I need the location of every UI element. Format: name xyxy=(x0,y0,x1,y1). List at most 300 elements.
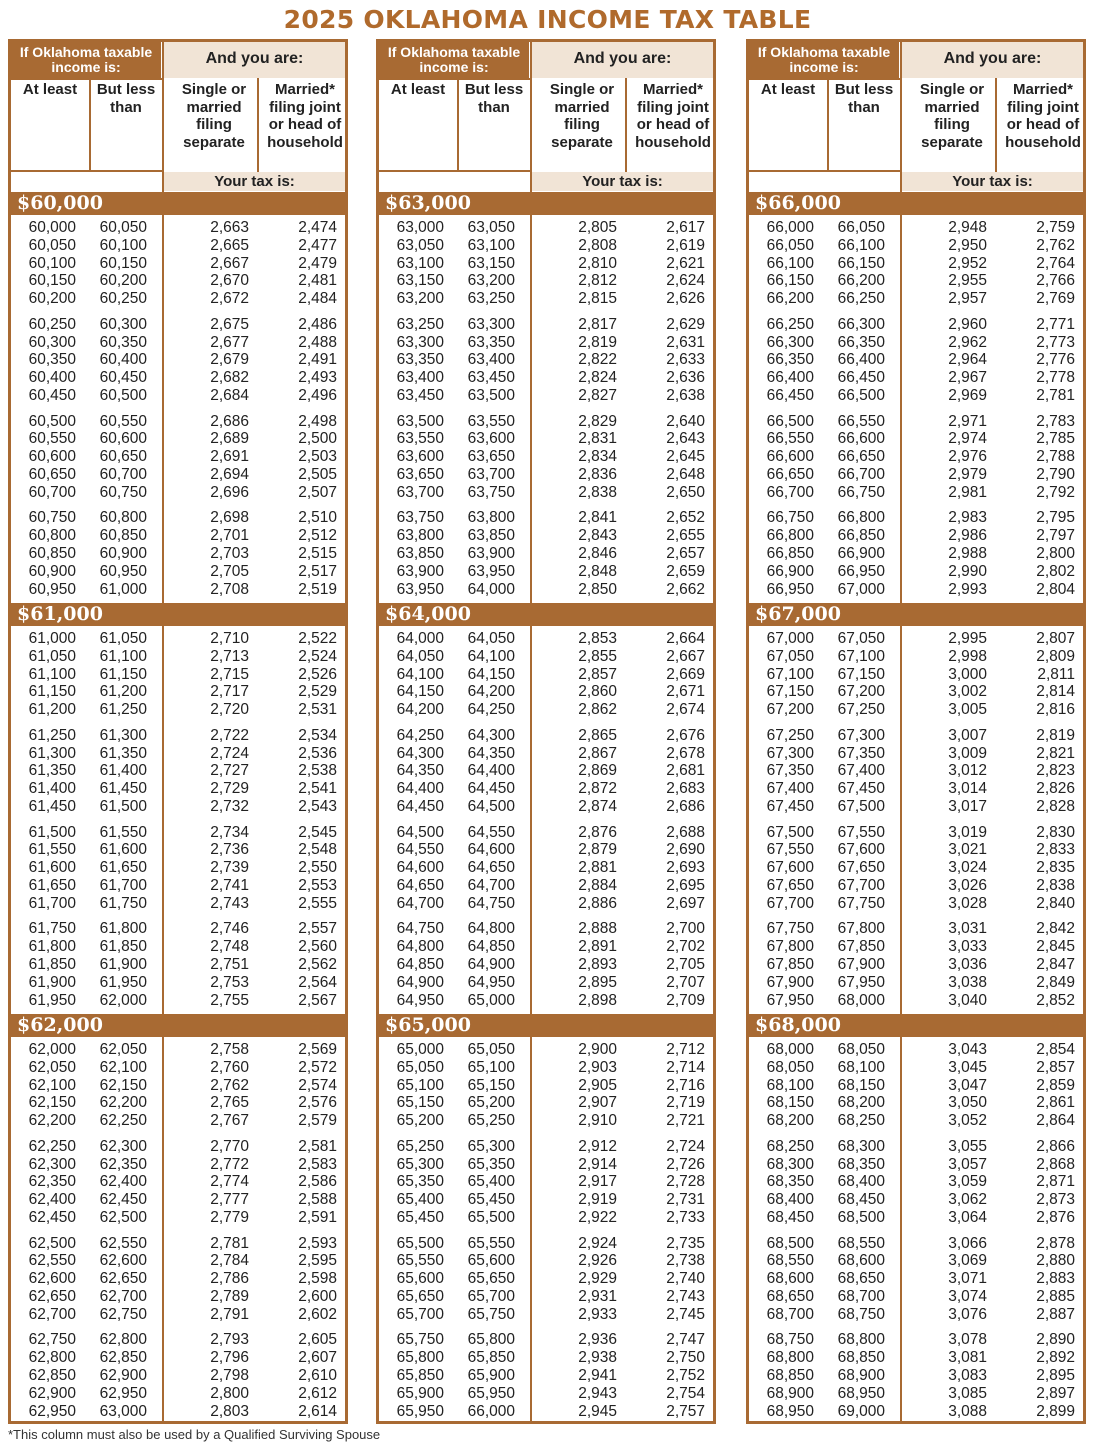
single-tax-value: 2,948 xyxy=(948,219,987,236)
income-range-header: If Oklahoma taxable income is: xyxy=(749,42,899,78)
single-tax-value: 2,672 xyxy=(210,290,249,308)
at-least-value: 65,550 xyxy=(396,1252,444,1270)
but-less-than-value: 65,500 xyxy=(467,1209,515,1226)
married-tax-value: 2,538 xyxy=(298,762,337,780)
but-less-than-value: 63,250 xyxy=(467,290,515,308)
page-title: 2025 OKLAHOMA INCOME TAX TABLE xyxy=(283,5,812,34)
married-tax-value: 2,719 xyxy=(666,1094,705,1112)
single-tax-value: 2,670 xyxy=(210,272,249,290)
at-least-value: 64,550 xyxy=(396,841,444,859)
but-less-than-value: 61,650 xyxy=(99,859,147,877)
married-tax-value: 2,811 xyxy=(1037,665,1075,683)
but-less-than-value: 61,900 xyxy=(99,956,147,973)
married-tax-value: 2,714 xyxy=(666,1058,705,1076)
married-tax-value: 2,588 xyxy=(298,1191,337,1209)
at-least-value: 63,300 xyxy=(396,333,444,351)
table-row xyxy=(749,484,1083,502)
table-row xyxy=(379,1138,713,1156)
table-row xyxy=(11,316,345,334)
single-tax-value: 2,810 xyxy=(578,254,617,272)
table-row xyxy=(749,877,1083,895)
table-row xyxy=(11,334,345,352)
table-row xyxy=(379,1367,713,1385)
at-least-value: 61,250 xyxy=(28,726,76,744)
married-tax-value: 2,671 xyxy=(666,683,705,701)
but-less-than-value: 67,200 xyxy=(837,683,885,701)
at-least-value: 62,350 xyxy=(28,1173,76,1191)
at-least-value: 61,800 xyxy=(28,938,76,956)
at-least-value: 65,050 xyxy=(396,1058,444,1076)
single-tax-value: 2,803 xyxy=(210,1402,249,1420)
table-row xyxy=(11,1041,345,1059)
at-least-value: 61,950 xyxy=(28,991,76,1009)
but-less-than-value: 62,200 xyxy=(99,1094,147,1112)
single-tax-value: 2,900 xyxy=(578,1041,617,1058)
at-least-value: 66,450 xyxy=(766,387,814,404)
at-least-value: 64,000 xyxy=(396,630,444,647)
but-less-than-value: 63,650 xyxy=(467,448,515,466)
income-range-header: If Oklahoma taxable income is: xyxy=(379,42,529,78)
at-least-value: 62,700 xyxy=(28,1305,76,1323)
single-tax-value: 2,860 xyxy=(578,683,617,701)
table-row xyxy=(379,334,713,352)
single-tax-value: 2,770 xyxy=(210,1137,249,1155)
single-tax-value: 2,986 xyxy=(948,527,987,545)
at-least-value: 60,750 xyxy=(28,509,76,527)
at-least-value: 64,400 xyxy=(396,780,444,798)
married-tax-value: 2,512 xyxy=(298,527,337,545)
table-row xyxy=(11,527,345,545)
at-least-value: 61,700 xyxy=(28,894,76,912)
table-row xyxy=(749,1112,1083,1130)
single-tax-value: 2,888 xyxy=(578,920,617,938)
at-least-value: 62,650 xyxy=(28,1288,76,1305)
married-tax-value: 2,517 xyxy=(298,562,337,580)
at-least-value: 65,800 xyxy=(396,1349,444,1367)
but-less-than-value: 68,700 xyxy=(837,1288,885,1305)
but-less-than-value: 62,900 xyxy=(99,1367,147,1384)
tax-table-column xyxy=(746,39,1086,1424)
at-least-value: 62,550 xyxy=(28,1252,76,1270)
at-least-value: 68,250 xyxy=(766,1137,814,1155)
single-tax-value: 2,905 xyxy=(578,1076,617,1094)
but-less-than-value: 66,050 xyxy=(837,219,885,236)
at-least-value: 65,500 xyxy=(396,1234,444,1252)
married-tax-value: 2,574 xyxy=(298,1076,337,1094)
at-least-value: 60,550 xyxy=(28,430,76,448)
table-row xyxy=(749,448,1083,466)
married-tax-value: 2,515 xyxy=(298,545,337,562)
at-least-value: 67,150 xyxy=(766,683,814,701)
table-row xyxy=(379,1077,713,1095)
married-tax-value: 2,781 xyxy=(1036,387,1075,404)
at-least-value: 65,650 xyxy=(396,1288,444,1305)
single-tax-value: 3,005 xyxy=(948,701,987,719)
single-tax-value: 2,827 xyxy=(578,387,617,404)
single-tax-value: 2,998 xyxy=(948,647,987,665)
single-tax-value: 3,009 xyxy=(948,744,987,762)
but-less-than-value: 60,700 xyxy=(99,466,147,483)
single-tax-value: 3,031 xyxy=(948,920,987,938)
single-tax-value: 3,012 xyxy=(948,762,987,780)
but-less-than-value: 63,800 xyxy=(467,509,515,527)
table-row xyxy=(379,255,713,273)
but-less-than-value: 66,450 xyxy=(837,369,885,387)
but-less-than-value: 68,500 xyxy=(837,1209,885,1226)
at-least-value: 68,900 xyxy=(766,1384,814,1402)
single-tax-value: 2,969 xyxy=(948,387,987,404)
table-row xyxy=(749,1077,1083,1095)
single-tax-value: 2,910 xyxy=(578,1112,617,1130)
at-least-value: 64,750 xyxy=(396,920,444,938)
at-least-value: 60,650 xyxy=(28,466,76,483)
but-less-than-value: 65,900 xyxy=(467,1367,515,1384)
but-less-than-value: 66,350 xyxy=(837,333,885,351)
married-tax-value: 2,809 xyxy=(1036,647,1075,665)
single-tax-value: 3,081 xyxy=(948,1349,987,1367)
at-least-value: 64,150 xyxy=(396,683,444,701)
table-row xyxy=(379,841,713,859)
table-row xyxy=(11,1112,345,1130)
single-tax-value: 2,729 xyxy=(210,780,249,798)
table-row xyxy=(11,1191,345,1209)
but-less-than-value: 66,650 xyxy=(837,448,885,466)
but-less-than-value: 61,100 xyxy=(99,647,147,665)
single-tax-value: 3,040 xyxy=(948,991,987,1009)
at-least-value: 63,150 xyxy=(396,272,444,290)
divider xyxy=(11,170,162,172)
single-tax-value: 2,686 xyxy=(210,412,249,430)
married-tax-value: 2,854 xyxy=(1036,1041,1075,1058)
table-row xyxy=(11,1173,345,1191)
table-row xyxy=(749,859,1083,877)
married-tax-value: 2,887 xyxy=(1036,1305,1075,1323)
single-tax-value: 2,765 xyxy=(210,1094,249,1112)
table-row xyxy=(379,387,713,405)
but-less-than-value: 67,800 xyxy=(837,920,885,938)
married-tax-value: 2,821 xyxy=(1036,744,1075,762)
table-row xyxy=(11,648,345,666)
but-less-than-value: 67,500 xyxy=(837,798,885,815)
income-band-label: $65,000 xyxy=(379,1014,713,1037)
table-row xyxy=(11,563,345,581)
single-header: Single or married filing separate xyxy=(181,81,247,151)
married-tax-value: 2,541 xyxy=(298,780,337,798)
table-row xyxy=(11,369,345,387)
single-tax-value: 2,684 xyxy=(210,387,249,404)
single-tax-value: 3,024 xyxy=(948,859,987,877)
single-tax-value: 2,762 xyxy=(210,1076,249,1094)
married-tax-value: 2,503 xyxy=(298,448,337,466)
but-less-than-value: 66,100 xyxy=(837,236,885,254)
at-least-value: 65,000 xyxy=(396,1041,444,1058)
table-row xyxy=(749,509,1083,527)
single-tax-value: 2,926 xyxy=(578,1252,617,1270)
table-row xyxy=(11,1403,345,1421)
at-least-value: 62,200 xyxy=(28,1112,76,1130)
but-less-than-value: 65,750 xyxy=(467,1305,515,1323)
single-tax-value: 2,976 xyxy=(948,448,987,466)
but-less-than-value: 60,250 xyxy=(99,290,147,308)
but-less-than-value: 64,050 xyxy=(467,630,515,647)
but-less-than-value: 64,350 xyxy=(467,744,515,762)
married-tax-value: 2,491 xyxy=(298,351,337,369)
but-less-than-value: 68,050 xyxy=(837,1041,885,1058)
but-less-than-value: 65,800 xyxy=(467,1331,515,1349)
but-less-than-value: 64,150 xyxy=(467,665,515,683)
divider xyxy=(749,78,900,80)
at-least-header: At least xyxy=(22,81,78,98)
at-least-value: 62,800 xyxy=(28,1349,76,1367)
table-row xyxy=(379,1209,713,1227)
single-tax-value: 3,047 xyxy=(948,1076,987,1094)
at-least-value: 63,200 xyxy=(396,290,444,308)
but-less-than-value: 65,850 xyxy=(467,1349,515,1367)
married-tax-value: 2,790 xyxy=(1036,466,1075,483)
table-row xyxy=(379,974,713,992)
but-less-than-value: 64,900 xyxy=(467,956,515,973)
table-row xyxy=(11,545,345,563)
table-row xyxy=(11,895,345,913)
married-tax-value: 2,769 xyxy=(1036,290,1075,308)
table-row xyxy=(11,780,345,798)
but-less-than-value: 68,250 xyxy=(837,1112,885,1130)
married-tax-value: 2,842 xyxy=(1036,920,1075,938)
at-least-value: 61,150 xyxy=(28,683,76,701)
married-tax-value: 2,747 xyxy=(666,1331,705,1349)
married-tax-value: 2,792 xyxy=(1036,483,1075,501)
but-less-than-value: 64,450 xyxy=(467,780,515,798)
but-less-than-value: 66,600 xyxy=(837,430,885,448)
single-tax-value: 2,938 xyxy=(578,1349,617,1367)
single-tax-value: 2,988 xyxy=(948,545,987,562)
but-less-than-value: 60,800 xyxy=(99,509,147,527)
single-tax-value: 2,917 xyxy=(578,1173,617,1191)
single-tax-value: 2,713 xyxy=(210,647,249,665)
but-less-than-value: 63,200 xyxy=(467,272,515,290)
single-tax-value: 2,665 xyxy=(210,236,249,254)
but-less-than-value: 67,450 xyxy=(837,780,885,798)
but-less-than-value: 60,150 xyxy=(99,254,147,272)
divider xyxy=(625,78,627,172)
single-tax-value: 2,964 xyxy=(948,351,987,369)
married-tax-value: 2,678 xyxy=(666,744,705,762)
at-least-value: 67,650 xyxy=(766,877,814,894)
married-tax-value: 2,621 xyxy=(666,254,705,272)
single-tax-value: 2,767 xyxy=(210,1112,249,1130)
but-less-than-value: 61,850 xyxy=(99,938,147,956)
single-tax-value: 3,043 xyxy=(948,1041,987,1058)
single-tax-value: 2,891 xyxy=(578,938,617,956)
married-tax-value: 2,581 xyxy=(298,1137,337,1155)
single-tax-value: 2,957 xyxy=(948,290,987,308)
married-tax-value: 2,524 xyxy=(298,647,337,665)
at-least-value: 67,850 xyxy=(766,956,814,973)
but-less-than-value: 60,200 xyxy=(99,272,147,290)
at-least-value: 68,050 xyxy=(766,1058,814,1076)
but-less-than-value: 66,900 xyxy=(837,545,885,562)
table-row xyxy=(11,727,345,745)
but-less-than-value: 64,500 xyxy=(467,798,515,815)
but-less-than-value: 67,650 xyxy=(837,859,885,877)
single-header: Single or married filing separate xyxy=(549,81,615,151)
but-less-than-value: 62,850 xyxy=(99,1349,147,1367)
table-row xyxy=(11,1156,345,1174)
married-tax-value: 2,659 xyxy=(666,562,705,580)
at-least-value: 60,850 xyxy=(28,545,76,562)
married-tax-value: 2,602 xyxy=(298,1305,337,1323)
married-tax-value: 2,783 xyxy=(1036,412,1075,430)
at-least-value: 66,400 xyxy=(766,369,814,387)
married-tax-value: 2,847 xyxy=(1036,956,1075,973)
but-less-than-value: 61,500 xyxy=(99,798,147,815)
table-row xyxy=(379,859,713,877)
but-less-than-value: 65,450 xyxy=(467,1191,515,1209)
single-tax-value: 3,038 xyxy=(948,973,987,991)
married-tax-value: 2,583 xyxy=(298,1155,337,1173)
table-row xyxy=(379,727,713,745)
single-tax-value: 2,736 xyxy=(210,841,249,859)
married-tax-value: 2,835 xyxy=(1036,859,1075,877)
but-less-than-value: 68,800 xyxy=(837,1331,885,1349)
at-least-value: 67,600 xyxy=(766,859,814,877)
single-tax-value: 2,746 xyxy=(210,920,249,938)
married-tax-value: 2,643 xyxy=(666,430,705,448)
but-less-than-value: 63,700 xyxy=(467,466,515,483)
table-row xyxy=(379,762,713,780)
single-tax-value: 2,667 xyxy=(210,254,249,272)
but-less-than-value: 67,100 xyxy=(837,647,885,665)
at-least-value: 63,550 xyxy=(396,430,444,448)
income-band-label: $67,000 xyxy=(749,603,1083,626)
single-tax-value: 2,717 xyxy=(210,683,249,701)
married-tax-value: 2,693 xyxy=(666,859,705,877)
married-tax-value: 2,657 xyxy=(666,545,705,562)
at-least-value: 63,900 xyxy=(396,562,444,580)
at-least-value: 65,850 xyxy=(396,1367,444,1384)
single-tax-value: 2,943 xyxy=(578,1384,617,1402)
but-less-than-value: 64,700 xyxy=(467,877,515,894)
table-row xyxy=(11,683,345,701)
married-tax-value: 2,631 xyxy=(666,333,705,351)
table-row xyxy=(11,1349,345,1367)
single-tax-value: 2,876 xyxy=(578,823,617,841)
divider xyxy=(257,78,259,172)
single-tax-value: 2,743 xyxy=(210,894,249,912)
table-row xyxy=(749,648,1083,666)
table-row xyxy=(379,648,713,666)
at-least-value: 61,050 xyxy=(28,647,76,665)
table-row xyxy=(11,1331,345,1349)
married-tax-value: 2,610 xyxy=(298,1367,337,1384)
but-less-than-value: 65,400 xyxy=(467,1173,515,1191)
married-tax-value: 2,493 xyxy=(298,369,337,387)
table-row xyxy=(11,938,345,956)
table-row xyxy=(11,956,345,974)
but-less-than-value: 67,050 xyxy=(837,630,885,647)
married-tax-value: 2,866 xyxy=(1036,1137,1075,1155)
table-row xyxy=(749,430,1083,448)
married-tax-value: 2,560 xyxy=(298,938,337,956)
married-tax-value: 2,545 xyxy=(298,823,337,841)
single-tax-value: 2,914 xyxy=(578,1155,617,1173)
single-tax-value: 2,881 xyxy=(578,859,617,877)
but-less-than-value: 60,650 xyxy=(99,448,147,466)
married-tax-value: 2,688 xyxy=(666,823,705,841)
married-tax-value: 2,522 xyxy=(298,630,337,647)
but-less-than-value: 60,050 xyxy=(99,219,147,236)
but-less-than-value: 64,250 xyxy=(467,701,515,719)
at-least-value: 63,450 xyxy=(396,387,444,404)
single-tax-value: 2,689 xyxy=(210,430,249,448)
single-tax-value: 2,967 xyxy=(948,369,987,387)
married-tax-value: 2,754 xyxy=(666,1384,705,1402)
at-least-value: 63,850 xyxy=(396,545,444,562)
table-row xyxy=(379,1331,713,1349)
married-tax-value: 2,864 xyxy=(1036,1112,1075,1130)
table-row xyxy=(379,290,713,308)
married-tax-value: 2,745 xyxy=(666,1305,705,1323)
single-tax-value: 2,705 xyxy=(210,562,249,580)
married-tax-value: 2,586 xyxy=(298,1173,337,1191)
divider xyxy=(749,170,900,172)
at-least-value: 68,000 xyxy=(766,1041,814,1058)
married-tax-value: 2,507 xyxy=(298,483,337,501)
divider xyxy=(530,42,532,192)
married-tax-value: 2,871 xyxy=(1036,1173,1075,1191)
at-least-value: 67,700 xyxy=(766,894,814,912)
but-less-than-value: 61,700 xyxy=(99,877,147,894)
single-tax-value: 2,867 xyxy=(578,744,617,762)
but-less-than-value: 63,300 xyxy=(467,315,515,333)
married-tax-value: 2,828 xyxy=(1036,798,1075,815)
but-less-than-value: 67,750 xyxy=(837,894,885,912)
but-less-than-value: 62,750 xyxy=(99,1305,147,1323)
but-less-than-value: 67,250 xyxy=(837,701,885,719)
but-less-than-value: 63,000 xyxy=(99,1402,147,1420)
single-tax-value: 2,812 xyxy=(578,272,617,290)
married-tax-value: 2,486 xyxy=(298,315,337,333)
at-least-value: 62,250 xyxy=(28,1137,76,1155)
but-less-than-value: 63,350 xyxy=(467,333,515,351)
single-tax-value: 2,800 xyxy=(210,1384,249,1402)
married-tax-value: 2,636 xyxy=(666,369,705,387)
at-least-value: 64,250 xyxy=(396,726,444,744)
single-tax-value: 2,960 xyxy=(948,315,987,333)
married-tax-value: 2,648 xyxy=(666,466,705,483)
table-row xyxy=(379,1349,713,1367)
married-tax-value: 2,707 xyxy=(666,973,705,991)
divider xyxy=(995,78,997,172)
single-tax-value: 2,922 xyxy=(578,1209,617,1226)
at-least-value: 67,000 xyxy=(766,630,814,647)
single-tax-value: 2,732 xyxy=(210,798,249,815)
but-less-than-value: 62,100 xyxy=(99,1058,147,1076)
at-least-value: 68,650 xyxy=(766,1288,814,1305)
table-row xyxy=(749,992,1083,1010)
at-least-value: 63,400 xyxy=(396,369,444,387)
single-tax-value: 2,679 xyxy=(210,351,249,369)
married-tax-value: 2,819 xyxy=(1036,726,1075,744)
table-row xyxy=(11,630,345,648)
but-less-than-value: 66,200 xyxy=(837,272,885,290)
married-tax-value: 2,778 xyxy=(1036,369,1075,387)
at-least-value: 65,600 xyxy=(396,1270,444,1288)
at-least-value: 65,150 xyxy=(396,1094,444,1112)
married-header: Married* filing joint or head of household xyxy=(267,81,343,151)
but-less-than-value: 66,150 xyxy=(837,254,885,272)
but-less-than-value: 63,400 xyxy=(467,351,515,369)
